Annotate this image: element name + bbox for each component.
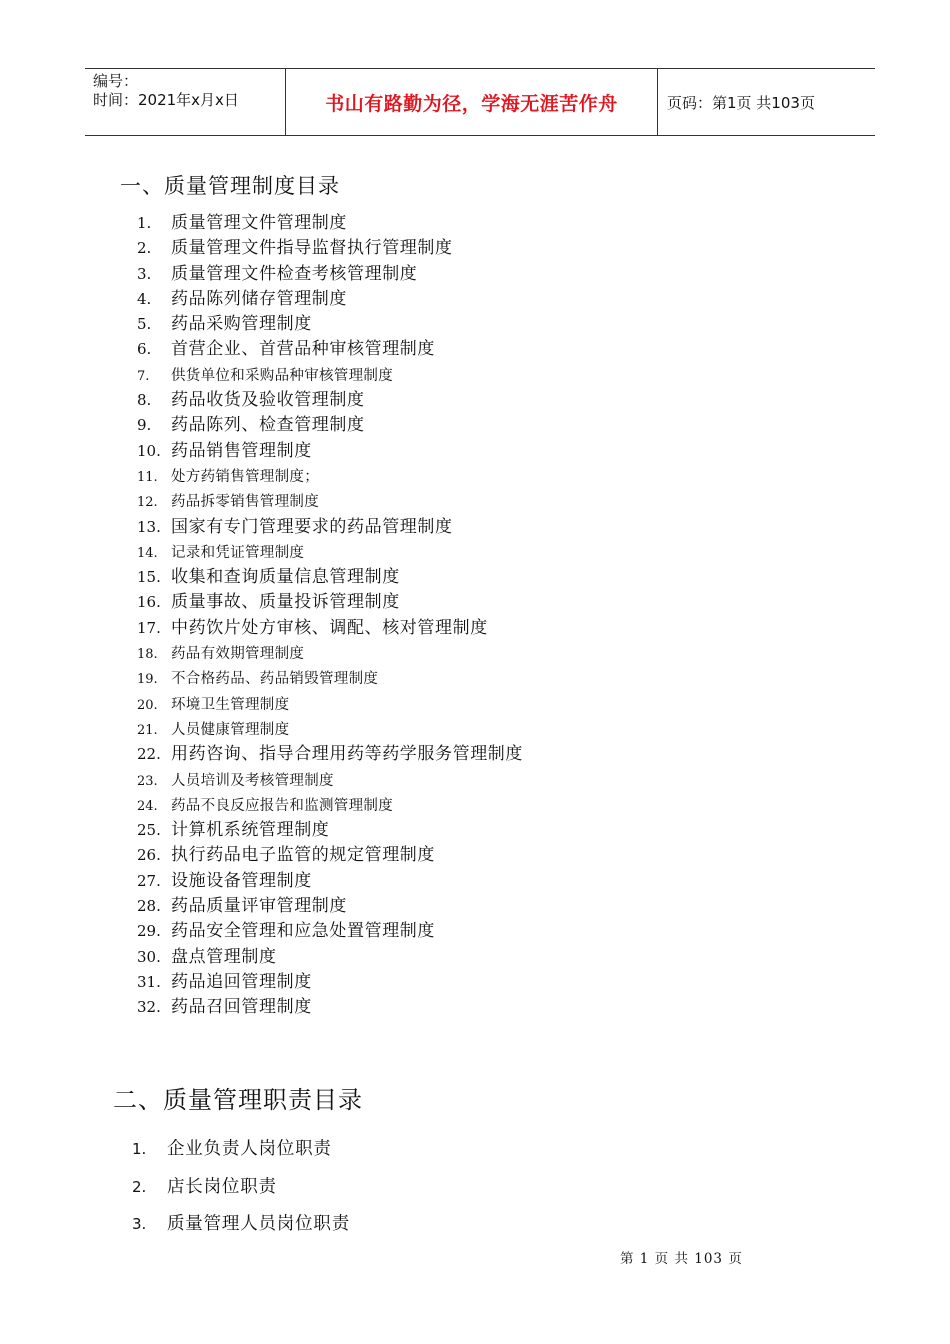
page-header — [85, 68, 875, 136]
list-item-number: 32. — [137, 998, 161, 1017]
list-item — [137, 210, 523, 235]
header-meta — [85, 69, 285, 135]
list-item — [137, 615, 523, 640]
list-item-number: 24. — [137, 798, 158, 814]
list-item-number: 14. — [137, 545, 158, 561]
list-item-number: 2. — [137, 239, 152, 258]
list-item — [137, 893, 523, 918]
list-item-text: 人员健康管理制度 — [171, 721, 290, 738]
list-item-number: 26. — [137, 846, 161, 865]
list-item — [137, 741, 523, 766]
list-item — [137, 767, 523, 792]
list-item-number: 6. — [137, 340, 152, 359]
list-item — [137, 412, 523, 437]
list-item — [137, 994, 523, 1019]
list-item-text: 企业负责人岗位职责 — [167, 1139, 332, 1159]
list-item — [132, 1130, 350, 1168]
list-item-number: 19. — [137, 672, 158, 688]
list-item — [137, 336, 523, 361]
list-item-text: 药品收货及验收管理制度 — [171, 390, 365, 411]
list-item — [137, 691, 523, 716]
list-item — [137, 716, 523, 741]
list-item — [137, 842, 523, 867]
list-item-number: 16. — [137, 593, 161, 612]
list-item-text: 药品拆零销售管理制度 — [171, 494, 319, 511]
list-item-text: 药品不良反应报告和监测管理制度 — [171, 797, 393, 814]
list-item — [137, 438, 523, 463]
list-item-number: 2. — [132, 1177, 147, 1196]
list-item-number: 1. — [137, 214, 152, 232]
list-item-number: 10. — [137, 441, 161, 460]
list-item-text: 执行药品电子监管的规定管理制度 — [171, 845, 435, 866]
header-date: 时间：2021年x月x日 — [93, 91, 239, 109]
list-item-number: 9. — [137, 416, 152, 435]
list-item-text: 国家有专门管理要求的药品管理制度 — [171, 516, 453, 537]
section1-list — [137, 210, 523, 1020]
list-item — [137, 969, 523, 994]
list-item — [132, 1205, 350, 1243]
section2-list — [132, 1130, 350, 1243]
list-item-text: 首营企业、首营品种审核管理制度 — [171, 339, 435, 360]
list-item-number: 25. — [137, 821, 161, 840]
list-item-number: 3. — [132, 1215, 147, 1233]
list-item — [137, 564, 523, 589]
list-item-text: 供货单位和采购品种审核管理制度 — [171, 367, 393, 384]
list-item-number: 4. — [137, 289, 152, 308]
list-item — [137, 488, 523, 513]
page-footer: 第 1 页 共 103 页 — [620, 1251, 743, 1267]
list-item-number: 5. — [137, 315, 152, 334]
list-item-number: 18. — [137, 647, 158, 663]
list-item-number: 3. — [137, 264, 152, 283]
list-item — [137, 235, 523, 260]
list-item — [137, 665, 523, 690]
list-item — [137, 589, 523, 614]
list-item-text: 质量管理文件指导监督执行管理制度 — [171, 238, 453, 259]
list-item-text: 环境卫生管理制度 — [171, 696, 290, 713]
list-item — [137, 792, 523, 817]
list-item — [137, 817, 523, 842]
list-item — [137, 944, 523, 969]
list-item-text: 盘点管理制度 — [171, 946, 277, 967]
list-item-text: 药品追回管理制度 — [171, 971, 312, 992]
list-item-text: 用药咨询、指导合理用药等药学服务管理制度 — [171, 744, 523, 765]
list-item-text: 药品质量评审管理制度 — [171, 896, 347, 917]
list-item-text: 不合格药品、药品销毁管理制度 — [171, 671, 379, 688]
list-item-number: 15. — [137, 568, 161, 587]
list-item-text: 质量管理文件检查考核管理制度 — [171, 263, 418, 284]
list-item-text: 收集和查询质量信息管理制度 — [171, 567, 400, 588]
list-item-text: 中药饮片处方审核、调配、核对管理制度 — [171, 617, 488, 638]
list-item — [137, 514, 523, 539]
list-item — [137, 311, 523, 336]
list-item-number: 1. — [132, 1140, 147, 1158]
list-item-number: 23. — [137, 773, 158, 789]
header-motto: 书山有路勤为径，学海无涯苦作舟 — [285, 69, 658, 135]
section1-title: 一、质量管理制度目录 — [120, 174, 340, 198]
list-item — [137, 539, 523, 564]
list-item — [132, 1168, 350, 1206]
list-item-text: 药品采购管理制度 — [171, 314, 312, 335]
list-item-number: 30. — [137, 947, 161, 966]
header-number-label: 编号： — [93, 72, 139, 90]
list-item-text: 药品安全管理和应急处置管理制度 — [171, 921, 435, 942]
list-item-text: 药品陈列储存管理制度 — [171, 288, 347, 309]
list-item-number: 8. — [137, 391, 152, 410]
list-item-text: 药品销售管理制度 — [171, 440, 312, 461]
list-item-number: 12. — [137, 495, 158, 511]
list-item — [137, 640, 523, 665]
list-item-number: 20. — [137, 697, 158, 713]
list-item-number: 21. — [137, 722, 158, 738]
list-item-text: 药品召回管理制度 — [171, 997, 312, 1018]
list-item-number: 13. — [137, 517, 161, 536]
list-item-text: 设施设备管理制度 — [171, 870, 312, 891]
list-item-text: 药品陈列、检查管理制度 — [171, 415, 365, 436]
list-item-number: 29. — [137, 922, 161, 941]
list-item-text: 质量管理文件管理制度 — [171, 213, 347, 233]
list-item-number: 31. — [137, 972, 161, 991]
list-item — [137, 918, 523, 943]
section2-title: 二、质量管理职责目录 — [113, 1086, 363, 1114]
list-item-text: 计算机系统管理制度 — [171, 820, 330, 841]
list-item-number: 28. — [137, 897, 161, 916]
header-page-info: 页码：第1页 共103页 — [667, 93, 815, 112]
list-item — [137, 286, 523, 311]
list-item-number: 27. — [137, 871, 161, 890]
list-item-number: 22. — [137, 745, 161, 764]
list-item-number: 7. — [137, 368, 150, 384]
list-item-number: 17. — [137, 618, 161, 637]
list-item — [137, 261, 523, 286]
list-item — [137, 362, 523, 387]
list-item-text: 人员培训及考核管理制度 — [171, 772, 334, 789]
list-item-text: 店长岗位职责 — [167, 1176, 277, 1197]
list-item — [137, 463, 523, 488]
list-item-number: 11. — [137, 469, 158, 485]
list-item-text: 质量事故、质量投诉管理制度 — [171, 592, 400, 613]
list-item-text: 质量管理人员岗位职责 — [167, 1214, 350, 1234]
list-item-text: 记录和凭证管理制度 — [171, 544, 305, 561]
list-item — [137, 868, 523, 893]
list-item — [137, 387, 523, 412]
list-item-text: 处方药销售管理制度； — [171, 468, 319, 485]
list-item-text: 药品有效期管理制度 — [171, 646, 305, 663]
